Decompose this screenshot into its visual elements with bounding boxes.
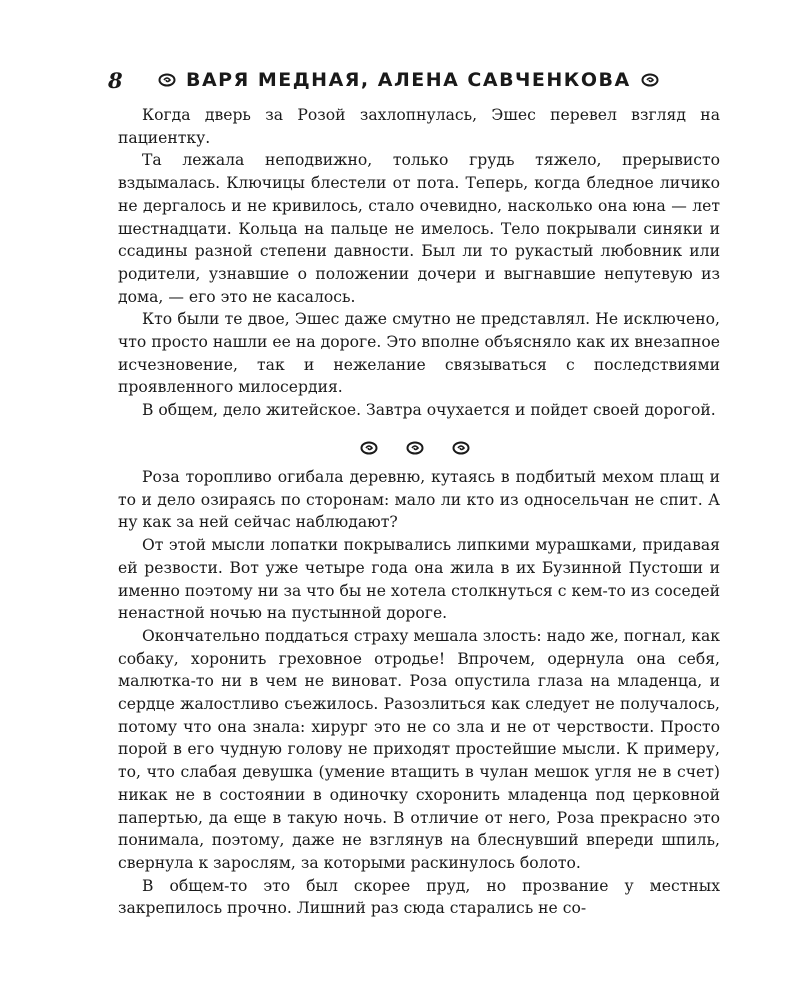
body-text-section-2: [118, 466, 720, 920]
section-separator: [360, 440, 470, 460]
paragraph: Когда дверь за Розой захлопнулась, Эшес перевел взгляд на пациентку.: [118, 106, 720, 147]
paragraph: Кто были те двое, Эшес даже смутно не представлял. Не исключено, что просто нашли ее на дороге. Это вполне объясняло как их внезапное исчезновение, так и нежелание связываться с последствиями проявленного милосердия.: [118, 310, 720, 397]
paragraph: В общем, дело житейское. Завтра очухается и пойдет своей дорогой.: [142, 401, 716, 420]
paragraph: Окончательно поддаться страху мешала злость: надо же, погнал, как собаку, хоронить греховное отродье! Впрочем, одернула она себя, малютка-то ни в чем не виноват. Роза опустила глаза на младенца, и сердце жалостливо съежилось. Разозлиться как следует не получалось, потому что она знала: хирург это не со зла и не от черствости. Просто порой в его чудную голову не приходят простейшие мысли. К примеру, то, что слабая девушка (умение втащить в чулан мешок угля не в счет) никак не в состоянии в одиночку схоронить младенца под церковной папертью, да еще в такую ночь. В отличие от него, Роза прекрасно это понимала, поэтому, даже не взглянув на блеснувший впереди шпиль, свернула к зарослям, за которыми раскинулось болото.: [118, 626, 720, 872]
swirl-ornament-icon: [452, 441, 470, 460]
page-number: 8: [108, 67, 125, 93]
running-title: ВАРЯ МЕДНАЯ, АЛЕНА САВЧЕНКОВА: [186, 69, 631, 91]
body-text-section-1: [118, 104, 720, 422]
swirl-ornament-icon: [406, 441, 424, 460]
swirl-ornament-icon: [360, 441, 378, 460]
paragraph: От этой мысли лопатки покрывались липкими мурашками, придавая ей резвости. Вот уже четыре года она жила в их Бузинной Пустоши и именно поэтому ни за что бы не хотела столкнуться с кем-то из соседей ненастной ночью на пустынной дороге.: [118, 536, 720, 623]
paragraph: В общем-то это был скорее пруд, но прозвание у местных закрепилось прочно. Лишний раз сюда старались не со-: [118, 876, 720, 918]
swirl-ornament-icon: [158, 73, 176, 87]
running-header: [108, 62, 728, 98]
swirl-ornament-icon: [641, 73, 659, 87]
paragraph: Та лежала неподвижно, только грудь тяжело, прерывисто вздымалась. Ключицы блестели от пота. Теперь, когда бледное личико не дергалось и не кривилось, стало очевидно, насколько она юна — лет шестнадцати. Кольца на пальце не имелось. Тело покрывали синяки и ссадины разной степени давности. Был ли то рукастый любовник или родители, узнавшие о положении дочери и выгнавшие непутевую из дома, — его это не касалось.: [118, 151, 720, 306]
paragraph: Роза торопливо огибала деревню, кутаясь в подбитый мехом плащ и то и дело озираясь по сторонам: мало ли кто из односельчан не спит. А ну как за ней сейчас наблюдают?: [118, 468, 720, 532]
